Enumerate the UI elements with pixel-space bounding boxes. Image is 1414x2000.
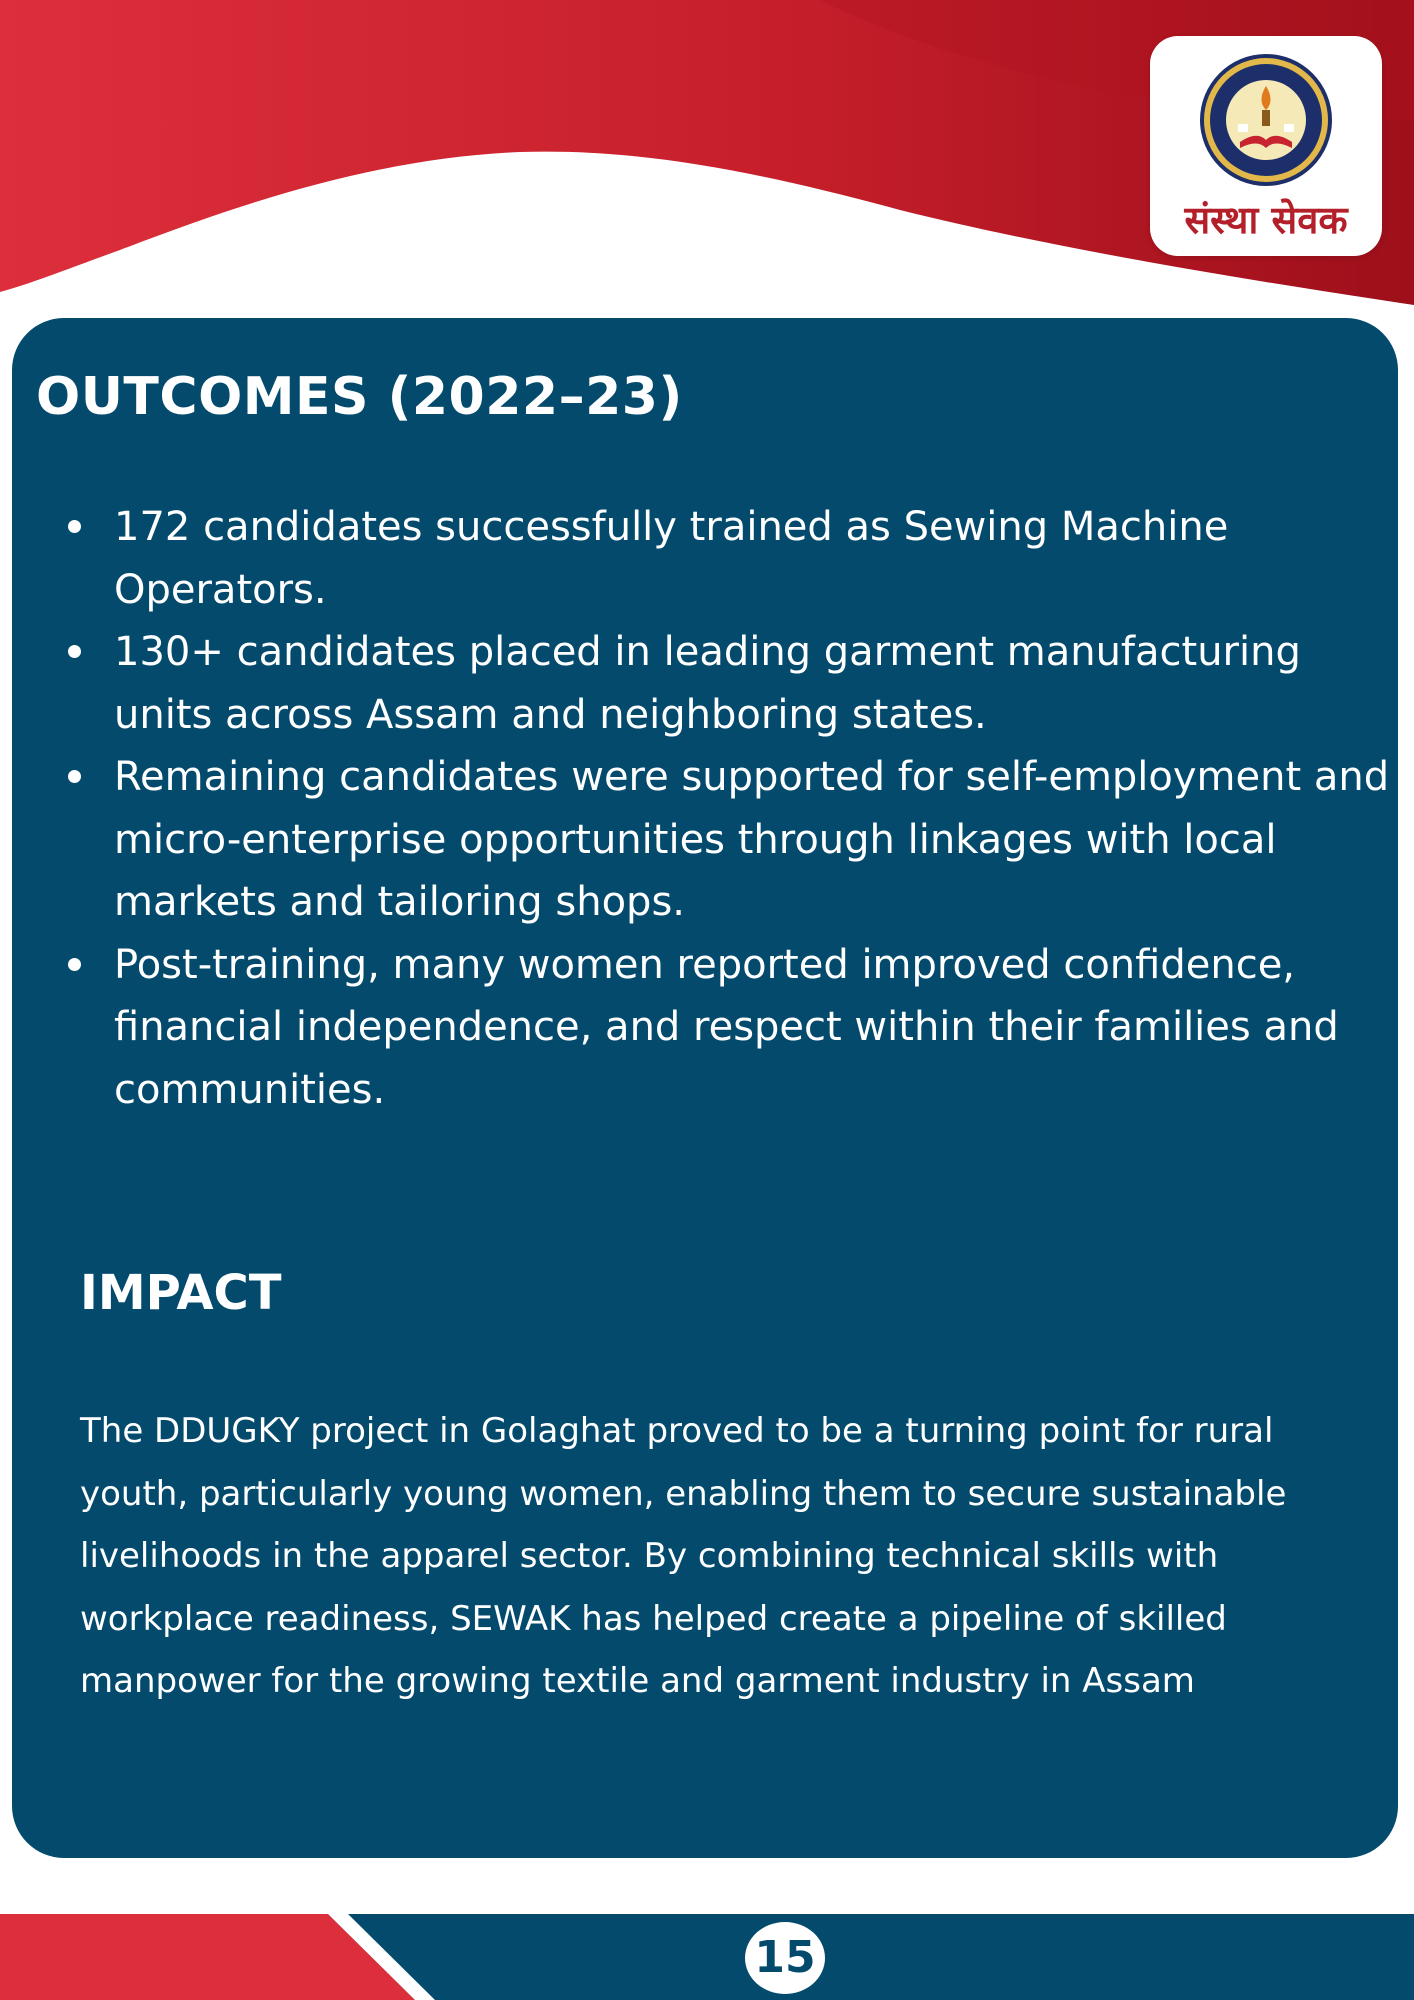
footer-bar bbox=[0, 1914, 1414, 2000]
outcome-item: 172 candidates successfully trained as Sewing Machine Operators. bbox=[62, 496, 1392, 621]
organization-seal-icon bbox=[1196, 50, 1336, 190]
outcome-item: Post-training, many women reported improved confidence, financial independence, and respect within their families and communities. bbox=[62, 934, 1392, 1122]
outcomes-list bbox=[62, 496, 1392, 1121]
outcome-item: Remaining candidates were supported for self-employment and micro-enterprise opportunities through linkages with local markets and tailoring shops. bbox=[62, 746, 1392, 934]
outcomes-heading: OUTCOMES (2022–23) bbox=[36, 367, 683, 427]
impact-paragraph: The DDUGKY project in Golaghat proved to be a turning point for rural youth, particularly young women, enabling them to secure sustainable livelihoods in the apparel sector. By combining technical skills with workplace readiness, SEWAK has helped create a pipeline of skilled manpower for the growing textile and garment industry in Assam bbox=[80, 1411, 1287, 1701]
page-number: 15 bbox=[754, 1932, 816, 1983]
organization-logo bbox=[1150, 36, 1382, 256]
impact-heading: IMPACT bbox=[80, 1265, 282, 1321]
organization-wordmark: संस्था सेवक bbox=[1184, 197, 1348, 242]
outcome-item: 130+ candidates placed in leading garment manufacturing units across Assam and neighboring states. bbox=[62, 621, 1392, 746]
content-panel bbox=[12, 318, 1398, 1858]
